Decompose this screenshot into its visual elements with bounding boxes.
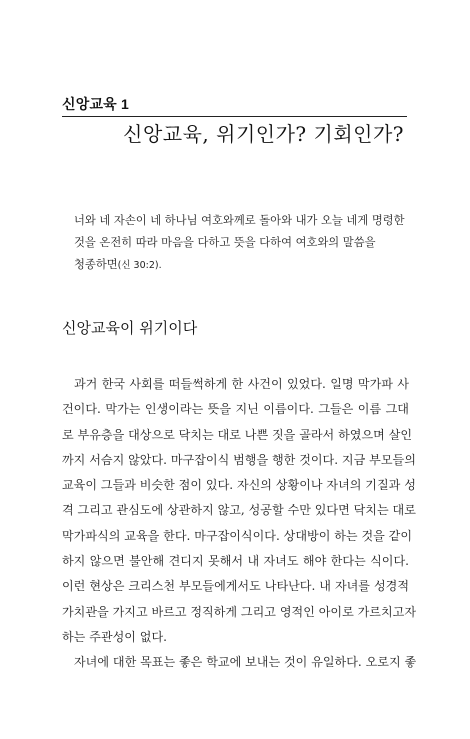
- body-line: 과거 한국 사회를 떠들썩하게 한 사건이 있었다. 일명 막가파 사: [74, 377, 409, 391]
- epigraph-line: 것을 온전히 따라 마음을 다하고 뜻을 다하여 여호와의 말씀을: [74, 236, 376, 249]
- body-line: 로 부유층을 대상으로 닥치는 대로 나쁜 짓을 골라서 하였으며 살인: [62, 427, 413, 442]
- verse-reference: (신 30:2).: [117, 260, 162, 271]
- section-subheading: 신앙교육이 위기이다: [62, 319, 198, 337]
- body-line: 이런 현상은 크리스천 부모들에게서도 나타난다. 내 자녀를 성경적: [62, 579, 409, 594]
- body-line: 교육이 그들과 비슷한 점이 있다. 자신의 상황이나 자녀의 기질과 성: [62, 478, 416, 493]
- body-text: [62, 372, 417, 676]
- section-label: 신앙교육 1: [62, 96, 129, 112]
- body-line: 막가파식의 교육을 한다. 마구잡이식이다. 상대방이 하는 것을 같이: [62, 528, 413, 543]
- body-line: 까지 서슴지 않았다. 마구잡이식 범행을 행한 것이다. 지금 부모들의: [62, 452, 416, 467]
- body-line: 격 그리고 관심도에 상관하지 않고, 성공할 수만 있다면 닥치는 대로: [62, 503, 416, 518]
- body-line: 하지 않으면 불안해 견디지 못해서 내 자녀도 해야 한다는 식이다.: [62, 554, 409, 569]
- body-line: 건이다. 막가는 인생이라는 뜻을 지닌 이름이다. 그들은 이름 그대: [62, 402, 409, 417]
- scripture-epigraph: [74, 210, 404, 277]
- body-line: 자녀에 대한 목표는 좋은 학교에 보내는 것이 유일하다. 오로지 좋: [74, 655, 417, 670]
- epigraph-line-text: 청종하면: [74, 258, 118, 271]
- body-line: 하는 주관성이 없다.: [62, 629, 167, 644]
- body-line: 가치관을 가지고 바르고 정직하게 그리고 영적인 아이로 가르치고자: [62, 604, 417, 619]
- header-divider: [62, 116, 407, 117]
- epigraph-line-last: [74, 254, 404, 277]
- chapter-title: 신앙교육, 위기인가? 기회인가?: [123, 122, 404, 146]
- epigraph-line: 너와 네 자손이 네 하나님 여호와께로 돌아와 내가 오늘 네게 명령한: [74, 214, 405, 227]
